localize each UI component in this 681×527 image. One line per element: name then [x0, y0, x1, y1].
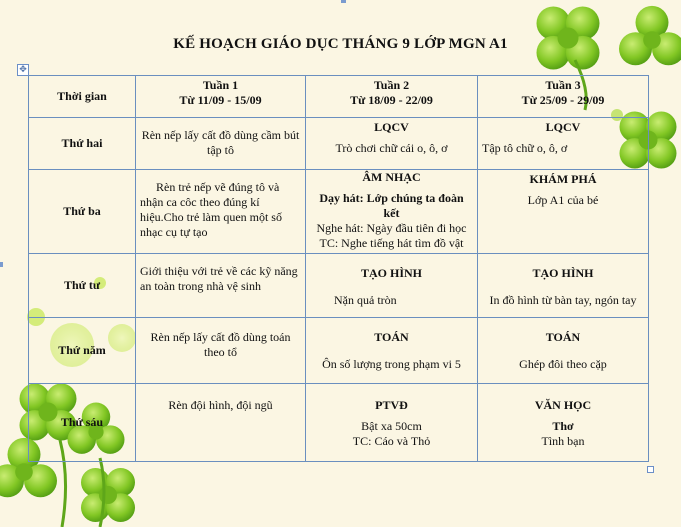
week-1-range: Từ 11/09 - 15/09: [179, 93, 262, 107]
cell-text: TC: Cáo và Thỏ: [352, 434, 431, 448]
cell-text: Nặn quả tròn: [334, 293, 397, 307]
week-3-cell: [478, 118, 649, 170]
cell-text: Trò chơi chữ cái o, ô, ơ: [335, 141, 448, 155]
week-1-cell: [136, 118, 306, 170]
table-row-monday: [29, 118, 649, 170]
cell-text: Rèn đội hình, đội ngũ: [168, 398, 273, 412]
week-3-cell: [478, 318, 649, 384]
subject-label: VĂN HỌC: [534, 398, 592, 412]
day-cell: Thứ năm: [29, 318, 136, 384]
cell-text: an toàn trong nhà vệ sinh: [140, 279, 261, 293]
week-3-range: Từ 25/09 - 29/09: [521, 93, 605, 107]
subject-label: TẠO HÌNH: [532, 266, 594, 280]
week-3-cell: [478, 170, 649, 254]
week-3-name: Tuần 3: [545, 78, 581, 92]
subject-label: TOÁN: [545, 330, 581, 344]
cell-text: Ôn số lượng trong phạm vi 5: [322, 357, 461, 371]
cell-text: Lớp A1 của bé: [527, 193, 599, 207]
day-cell: Thứ ba: [29, 170, 136, 254]
cell-text: TC: Nghe tiếng hát tìm đồ vật: [319, 236, 464, 250]
week-2-cell: [306, 384, 478, 462]
week-3-cell: [478, 254, 649, 318]
time-header: Thời gian: [29, 76, 136, 118]
week-1-name: Tuần 1: [202, 78, 239, 92]
ruler-marker-left: [0, 262, 3, 267]
subject-label: PTVĐ: [375, 398, 408, 412]
week-2-cell: [306, 254, 478, 318]
ruler-marker-top: [341, 0, 346, 3]
cell-text: Tình bạn: [541, 434, 585, 448]
table-row-wednesday: [29, 254, 649, 318]
week-2-cell: [306, 170, 478, 254]
week-1-header: [136, 76, 306, 118]
table-header-row: [29, 76, 649, 118]
subject-label: TOÁN: [374, 330, 409, 344]
week-1-cell: [136, 318, 306, 384]
table-move-handle-icon[interactable]: ✥: [17, 64, 29, 76]
subject-label: KHÁM PHÁ: [529, 172, 597, 186]
cell-text: In đồ hình từ bàn tay, ngón tay: [489, 293, 637, 307]
clover-bottom-left-4: [81, 468, 135, 522]
week-3-cell: [478, 384, 649, 462]
subject-label: LQCV: [545, 120, 581, 134]
week-1-cell: [136, 384, 306, 462]
cell-text: Bật xa 50cm: [361, 419, 422, 433]
cell-text: hiệu.Cho trẻ làm quen một số: [140, 210, 282, 224]
subject-label: LQCV: [374, 120, 409, 134]
cell-text: Dạy hát: Lớp chúng ta đoàn kết: [319, 191, 464, 220]
day-cell: Thứ sáu: [29, 384, 136, 462]
cell-text: nhạc cụ tự tạo: [140, 225, 208, 239]
cell-text: theo tổ: [204, 345, 237, 359]
week-1-cell: [136, 254, 306, 318]
table-resize-handle-icon[interactable]: [647, 466, 654, 473]
week-3-header: [478, 76, 649, 118]
cell-text: Giới thiệu với trẻ về các kỹ năng: [140, 264, 298, 278]
cell-text: tập tô: [207, 143, 234, 157]
cell-text: Rèn nếp lấy cất đồ dùng cầm bút: [141, 128, 300, 142]
cell-text: Tập tô chữ o, ô, ơ: [482, 141, 568, 155]
day-cell: Thứ tư: [29, 254, 136, 318]
cell-text: Rèn nếp lấy cất đồ dùng toán: [150, 330, 291, 344]
table-row-thursday: [29, 318, 649, 384]
subject-label: ÂM NHẠC: [362, 170, 421, 184]
cell-text: Ghép đôi theo cặp: [519, 357, 607, 371]
week-2-cell: [306, 118, 478, 170]
cell-text: Nghe hát: Ngày đầu tiên đi học: [316, 221, 467, 235]
cell-text: nhận ca côc theo đúng kí: [140, 195, 260, 209]
page-title: KẾ HOẠCH GIÁO DỤC THÁNG 9 LỚP MGN A1: [173, 36, 508, 52]
cell-text: Rèn trẻ nếp vẽ đúng tô và: [156, 180, 280, 194]
day-cell: Thứ hai: [29, 118, 136, 170]
table-row-tuesday: [29, 170, 649, 254]
week-2-cell: [306, 318, 478, 384]
subject-label: TẠO HÌNH: [360, 266, 422, 280]
week-1-cell: [136, 170, 306, 254]
cell-text: Thơ: [552, 419, 574, 433]
week-2-name: Tuần 2: [373, 78, 410, 92]
week-2-range: Từ 18/09 - 22/09: [350, 93, 433, 107]
week-2-header: [306, 76, 478, 118]
table-row-friday: [29, 384, 649, 462]
plan-table: [28, 75, 649, 462]
